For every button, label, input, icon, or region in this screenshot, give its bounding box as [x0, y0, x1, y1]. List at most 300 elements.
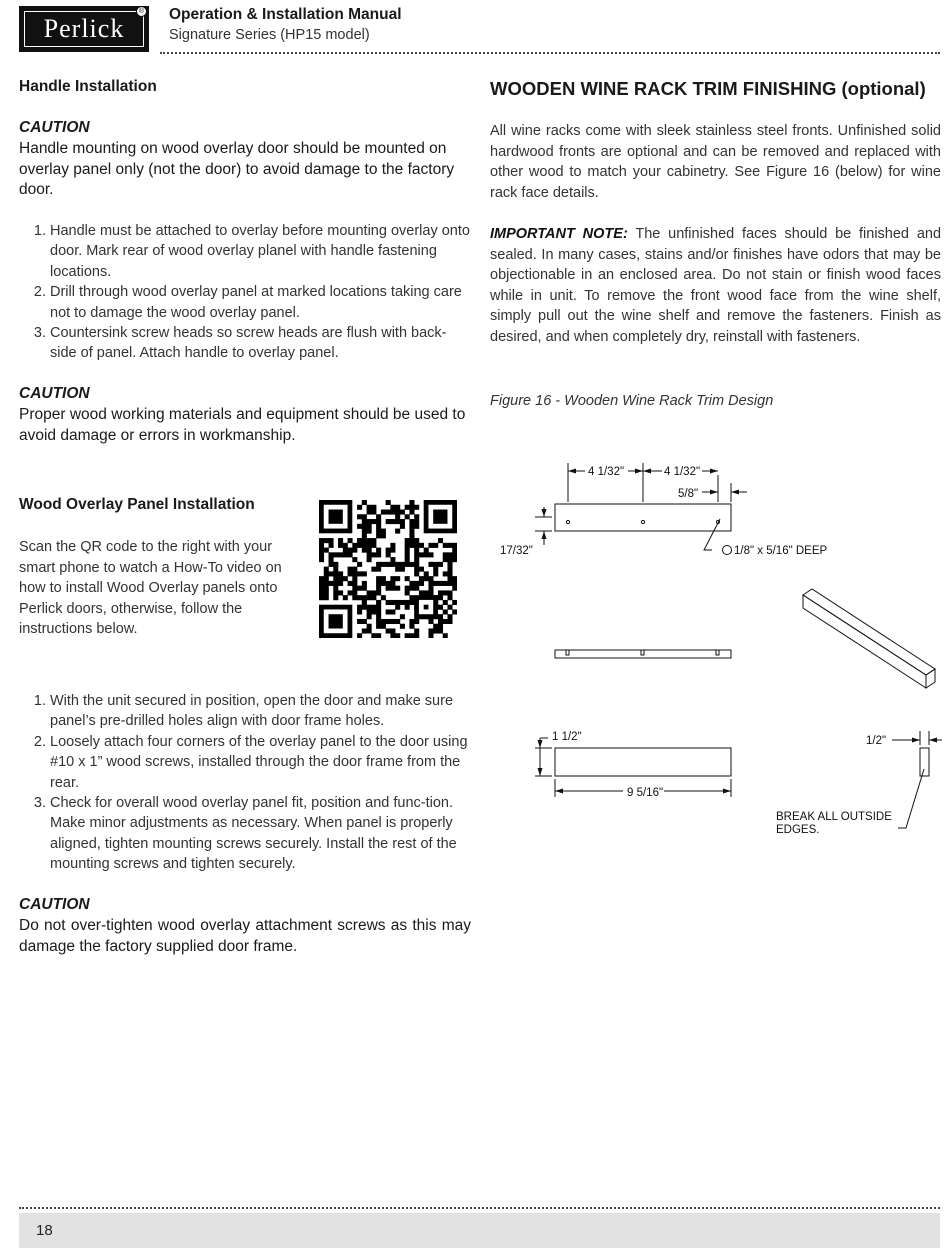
- qr-module: [348, 548, 353, 553]
- qr-module: [348, 571, 353, 576]
- arrowhead: [912, 738, 920, 743]
- qr-module: [348, 581, 353, 586]
- qr-module: [409, 505, 414, 510]
- qr-module: [419, 590, 424, 595]
- qr-modules: [319, 500, 457, 638]
- qr-module: [428, 562, 433, 567]
- qr-module: [414, 581, 419, 586]
- qr-module: [371, 609, 376, 614]
- iso-front-face: [803, 595, 926, 688]
- handle-steps: [19, 221, 471, 364]
- qr-module: [376, 586, 381, 591]
- arrowhead: [710, 490, 718, 495]
- qr-module: [357, 571, 362, 576]
- qr-module: [371, 538, 376, 543]
- qr-module: [405, 605, 410, 610]
- qr-module: [414, 505, 419, 510]
- qr-module: [424, 605, 429, 610]
- qr-module: [376, 605, 381, 610]
- qr-module: [395, 633, 400, 638]
- qr-module: [338, 543, 343, 548]
- caution-label: CAUTION: [19, 385, 90, 402]
- qr-module: [414, 628, 419, 633]
- qr-module: [352, 581, 357, 586]
- qr-module: [362, 519, 367, 524]
- qr-module: [376, 519, 381, 524]
- qr-module: [376, 600, 381, 605]
- qr-module: [381, 595, 386, 600]
- qr-module: [319, 586, 324, 591]
- qr-module: [367, 609, 372, 614]
- qr-module: [386, 586, 391, 591]
- leader-line: [704, 519, 720, 550]
- qr-module: [338, 590, 343, 595]
- qr-module: [400, 510, 405, 515]
- qr-code[interactable]: [319, 500, 457, 638]
- qr-module: [390, 619, 395, 624]
- arrowhead: [723, 789, 731, 794]
- qr-module: [329, 552, 334, 557]
- qr-module: [333, 567, 338, 572]
- qr-module: [362, 600, 367, 605]
- qr-module: [409, 586, 414, 591]
- qr-module: [409, 533, 414, 538]
- hole-note: 1/8" x 5/16" DEEP: [734, 545, 828, 557]
- qr-module: [414, 548, 419, 553]
- qr-module: [433, 562, 438, 567]
- qr-module: [333, 552, 338, 557]
- dimension-label: 17/32": [500, 545, 533, 557]
- qr-module: [348, 567, 353, 572]
- qr-module: [409, 624, 414, 629]
- qr-module: [319, 552, 324, 557]
- qr-module: [447, 576, 452, 581]
- qr-module: [333, 576, 338, 581]
- list-item: 1. Handle must be attached to overlay before mounting overlay onto door. Mark rear of wood overlay planel with handle fastening locations.: [50, 221, 471, 282]
- qr-module: [409, 619, 414, 624]
- qr-module: [443, 590, 448, 595]
- qr-module: [414, 633, 419, 638]
- list-item: 2. Loosely attach four corners of the overlay panel to the door using #10 x 1” wood screws, installed through the door frame from the rear.: [50, 732, 471, 793]
- qr-module: [409, 538, 414, 543]
- qr-module: [452, 576, 457, 581]
- qr-module: [376, 609, 381, 614]
- qr-module: [438, 538, 443, 543]
- qr-module: [424, 590, 429, 595]
- qr-module: [386, 510, 391, 515]
- qr-module: [390, 519, 395, 524]
- arrowhead: [643, 469, 651, 474]
- caution-label: CAUTION: [19, 119, 90, 136]
- qr-module: [362, 514, 367, 519]
- qr-module: [443, 571, 448, 576]
- qr-module: [333, 562, 338, 567]
- qr-module: [357, 543, 362, 548]
- qr-module: [390, 628, 395, 633]
- qr-module: [381, 529, 386, 534]
- qr-module: [409, 581, 414, 586]
- footer-bar: [19, 1213, 940, 1248]
- qr-module: [414, 586, 419, 591]
- qr-module: [395, 586, 400, 591]
- qr-module: [367, 529, 372, 534]
- qr-module: [395, 514, 400, 519]
- qr-module: [447, 557, 452, 562]
- qr-module: [395, 619, 400, 624]
- dimension-label: 1/2": [866, 735, 887, 747]
- qr-module: [386, 619, 391, 624]
- qr-module: [352, 576, 357, 581]
- qr-module: [409, 562, 414, 567]
- arrowhead: [731, 490, 739, 495]
- qr-module: [452, 543, 457, 548]
- qr-module: [329, 562, 334, 567]
- qr-module: [409, 510, 414, 515]
- qr-module: [333, 595, 338, 600]
- wine-rack-paragraph: All wine racks come with sleek stainless steel fronts. Unfinished solid hardwood fronts are optional and can be removed and replaced with other wood to match your cabinetry. See Figure 16 (below) for wine rack face details.: [490, 123, 941, 201]
- perlick-logo: [19, 6, 149, 52]
- qr-module: [324, 576, 329, 581]
- qr-module: [386, 628, 391, 633]
- qr-module: [371, 552, 376, 557]
- qr-module: [357, 505, 362, 510]
- qr-module: [352, 567, 357, 572]
- footer-divider: [19, 1207, 940, 1209]
- qr-module: [433, 581, 438, 586]
- dimension-label: 9 5/16": [627, 787, 664, 799]
- qr-module: [447, 605, 452, 610]
- qr-module: [352, 586, 357, 591]
- qr-module: [338, 538, 343, 543]
- qr-module: [333, 581, 338, 586]
- hole-slot: [716, 650, 719, 655]
- qr-module: [405, 505, 410, 510]
- qr-module: [433, 628, 438, 633]
- page-number: 18: [36, 1222, 53, 1239]
- qr-module: [367, 628, 372, 633]
- qr-module: [338, 576, 343, 581]
- qr-module: [362, 524, 367, 529]
- caution-label: CAUTION: [19, 896, 90, 913]
- qr-module: [428, 619, 433, 624]
- qr-module: [405, 548, 410, 553]
- qr-module: [424, 571, 429, 576]
- qr-module: [414, 519, 419, 524]
- qr-module: [438, 614, 443, 619]
- qr-module: [400, 562, 405, 567]
- qr-module: [367, 595, 372, 600]
- qr-module: [452, 552, 457, 557]
- manual-subtitle: Signature Series (HP15 model): [169, 27, 370, 43]
- qr-module: [447, 562, 452, 567]
- qr-module: [324, 581, 329, 586]
- qr-module: [443, 619, 448, 624]
- qr-module: [443, 552, 448, 557]
- qr-module: [371, 519, 376, 524]
- qr-module: [438, 628, 443, 633]
- qr-module: [362, 619, 367, 624]
- qr-module: [390, 543, 395, 548]
- hole-slot: [641, 650, 644, 655]
- qr-module: [376, 533, 381, 538]
- dimension-label: 5/8": [678, 488, 699, 500]
- qr-module: [452, 548, 457, 553]
- qr-module: [381, 576, 386, 581]
- qr-module: [438, 605, 443, 610]
- qr-module: [390, 586, 395, 591]
- qr-module: [443, 600, 448, 605]
- qr-module: [414, 562, 419, 567]
- hole-slot: [566, 650, 569, 655]
- qr-module: [362, 628, 367, 633]
- qr-module: [319, 557, 324, 562]
- qr-module: [419, 576, 424, 581]
- qr-module: [443, 543, 448, 548]
- qr-module: [428, 628, 433, 633]
- qr-module: [409, 519, 414, 524]
- qr-module: [428, 581, 433, 586]
- hole-mark: [566, 520, 569, 523]
- caution-text: Do not over-tighten wood overlay attachment screws as this may damage the factory supplied door frame.: [19, 917, 471, 955]
- qr-module: [352, 543, 357, 548]
- top-view-bar: [555, 504, 731, 531]
- qr-module: [362, 533, 367, 538]
- qr-module: [367, 624, 372, 629]
- qr-module: [329, 510, 343, 524]
- qr-module: [329, 538, 334, 543]
- qr-module: [419, 581, 424, 586]
- qr-module: [395, 600, 400, 605]
- qr-module: [438, 590, 443, 595]
- qr-module: [390, 562, 395, 567]
- qr-module: [433, 567, 438, 572]
- qr-module: [400, 600, 405, 605]
- qr-module: [400, 624, 405, 629]
- qr-module: [367, 538, 372, 543]
- dimension-label: 4 1/32": [664, 466, 701, 478]
- diameter-symbol-circle: [723, 546, 732, 555]
- qr-module: [405, 590, 410, 595]
- arrowhead: [710, 469, 718, 474]
- qr-module: [433, 571, 438, 576]
- qr-module: [324, 595, 329, 600]
- qr-module: [324, 538, 329, 543]
- qr-module: [390, 581, 395, 586]
- qr-module: [357, 538, 362, 543]
- qr-module: [329, 557, 334, 562]
- qr-module: [452, 586, 457, 591]
- qr-module: [352, 590, 357, 595]
- qr-module: [443, 581, 448, 586]
- qr-module: [409, 524, 414, 529]
- qr-module: [343, 543, 348, 548]
- qr-module: [405, 633, 410, 638]
- qr-module: [362, 581, 367, 586]
- qr-module: [447, 543, 452, 548]
- edge-note: BREAK ALL OUTSIDE: [776, 811, 892, 823]
- qr-module: [419, 543, 424, 548]
- qr-module: [357, 562, 362, 567]
- qr-module: [386, 562, 391, 567]
- important-note-text: The unfinished faces should be finished and sealed. In many cases, stains and/or finishes have odors that may be objectionable in an enclosed area. Do not stain or finish wood faces while in unit. To remove the front wood face from the wine shelf, simply pull out the wine shelf and remove the fasteners. Finish as desired, and when completely dry, reinstall with fasteners.: [490, 226, 942, 345]
- dimension-label: 4 1/32": [588, 466, 625, 478]
- qr-module: [319, 581, 324, 586]
- qr-module: [352, 595, 357, 600]
- caution-text: Handle mounting on wood overlay door should be mounted on overlay panel only (not the door) to avoid damage to the factory door.: [19, 140, 455, 198]
- qr-module: [371, 590, 376, 595]
- qr-module: [376, 552, 381, 557]
- important-note-paragraph: [490, 224, 941, 348]
- qr-module: [390, 505, 395, 510]
- qr-module: [419, 567, 424, 572]
- qr-module: [452, 581, 457, 586]
- qr-module: [371, 543, 376, 548]
- qr-module: [390, 576, 395, 581]
- qr-module: [376, 633, 381, 638]
- header-divider: [160, 52, 940, 54]
- qr-module: [324, 586, 329, 591]
- leader-line: [898, 769, 924, 828]
- qr-module: [395, 529, 400, 534]
- qr-module: [424, 576, 429, 581]
- logo-text: Perlick: [43, 14, 125, 43]
- list-item: 3. Countersink screw heads so screw heads are flush with back-side of panel. Attach handle to overlay panel.: [50, 323, 471, 364]
- qr-module: [367, 510, 372, 515]
- qr-module: [333, 586, 338, 591]
- qr-module: [319, 590, 324, 595]
- qr-module: [329, 571, 334, 576]
- qr-module: [352, 571, 357, 576]
- qr-module: [390, 510, 395, 515]
- qr-module: [376, 529, 381, 534]
- qr-module: [405, 557, 410, 562]
- edge-note: EDGES.: [776, 824, 820, 836]
- arrowhead: [555, 789, 563, 794]
- qr-module: [338, 571, 343, 576]
- overlay-installation-heading: Wood Overlay Panel Installation: [19, 496, 255, 513]
- qr-module: [362, 586, 367, 591]
- qr-module: [405, 543, 410, 548]
- qr-module: [419, 552, 424, 557]
- qr-module: [357, 514, 362, 519]
- qr-module: [367, 557, 372, 562]
- qr-module: [367, 548, 372, 553]
- important-note-label: IMPORTANT NOTE:: [490, 226, 628, 242]
- qr-module: [357, 609, 362, 614]
- qr-module: [376, 562, 381, 567]
- qr-module: [376, 614, 381, 619]
- qr-module: [367, 614, 372, 619]
- qr-module: [443, 557, 448, 562]
- qr-module: [333, 571, 338, 576]
- qr-module: [409, 633, 414, 638]
- qr-module: [367, 505, 372, 510]
- wine-rack-trim-drawing: [490, 455, 945, 850]
- manual-title: Operation & Installation Manual: [169, 6, 402, 23]
- qr-module: [367, 590, 372, 595]
- qr-module: [395, 576, 400, 581]
- qr-module: [376, 524, 381, 529]
- arrowhead: [929, 738, 937, 743]
- qr-module: [424, 548, 429, 553]
- front-view-bar: [555, 650, 731, 658]
- qr-module: [343, 595, 348, 600]
- qr-module: [414, 538, 419, 543]
- qr-module: [319, 543, 324, 548]
- qr-module: [362, 605, 367, 610]
- qr-module: [405, 538, 410, 543]
- qr-module: [447, 595, 452, 600]
- qr-module: [376, 619, 381, 624]
- qr-module: [409, 595, 414, 600]
- qr-module: [414, 514, 419, 519]
- qr-module: [381, 581, 386, 586]
- qr-module: [371, 505, 376, 510]
- qr-module: [409, 543, 414, 548]
- qr-module: [433, 510, 447, 524]
- hole-mark: [641, 520, 644, 523]
- qr-module: [395, 519, 400, 524]
- qr-module: [357, 524, 362, 529]
- qr-module: [395, 605, 400, 610]
- list-item: 2. Drill through wood overlay panel at marked locations taking care not to damage the wood overlay panel.: [50, 282, 471, 323]
- qr-module: [428, 543, 433, 548]
- qr-module: [447, 614, 452, 619]
- qr-module: [343, 576, 348, 581]
- qr-module: [414, 567, 419, 572]
- iso-end-face: [926, 669, 935, 688]
- qr-module: [357, 586, 362, 591]
- arrowhead: [538, 740, 543, 748]
- qr-module: [376, 624, 381, 629]
- qr-module: [447, 571, 452, 576]
- qr-module: [381, 624, 386, 629]
- qr-module: [447, 619, 452, 624]
- qr-module: [390, 600, 395, 605]
- qr-module: [362, 543, 367, 548]
- arrowhead: [542, 531, 547, 539]
- overlay-steps: [19, 691, 471, 875]
- qr-module: [367, 524, 372, 529]
- qr-module: [362, 538, 367, 543]
- qr-module: [447, 590, 452, 595]
- qr-module: [386, 500, 391, 505]
- qr-module: [381, 510, 386, 515]
- arrowhead: [538, 768, 543, 776]
- end-view-bar: [920, 748, 929, 776]
- figure-caption: Figure 16 - Wooden Wine Rack Trim Design: [490, 393, 774, 409]
- qr-module: [386, 600, 391, 605]
- qr-module: [324, 548, 329, 553]
- qr-module: [362, 548, 367, 553]
- qr-module: [338, 552, 343, 557]
- qr-module: [405, 600, 410, 605]
- qr-module: [405, 576, 410, 581]
- arrowhead: [635, 469, 643, 474]
- qr-module: [414, 524, 419, 529]
- qr-module: [348, 538, 353, 543]
- qr-module: [438, 581, 443, 586]
- qr-module: [352, 557, 357, 562]
- qr-module: [362, 500, 367, 505]
- qr-module: [324, 571, 329, 576]
- qr-module: [371, 510, 376, 515]
- qr-module: [438, 624, 443, 629]
- qr-module: [348, 552, 353, 557]
- qr-module: [390, 633, 395, 638]
- qr-module: [376, 514, 381, 519]
- qr-module: [390, 548, 395, 553]
